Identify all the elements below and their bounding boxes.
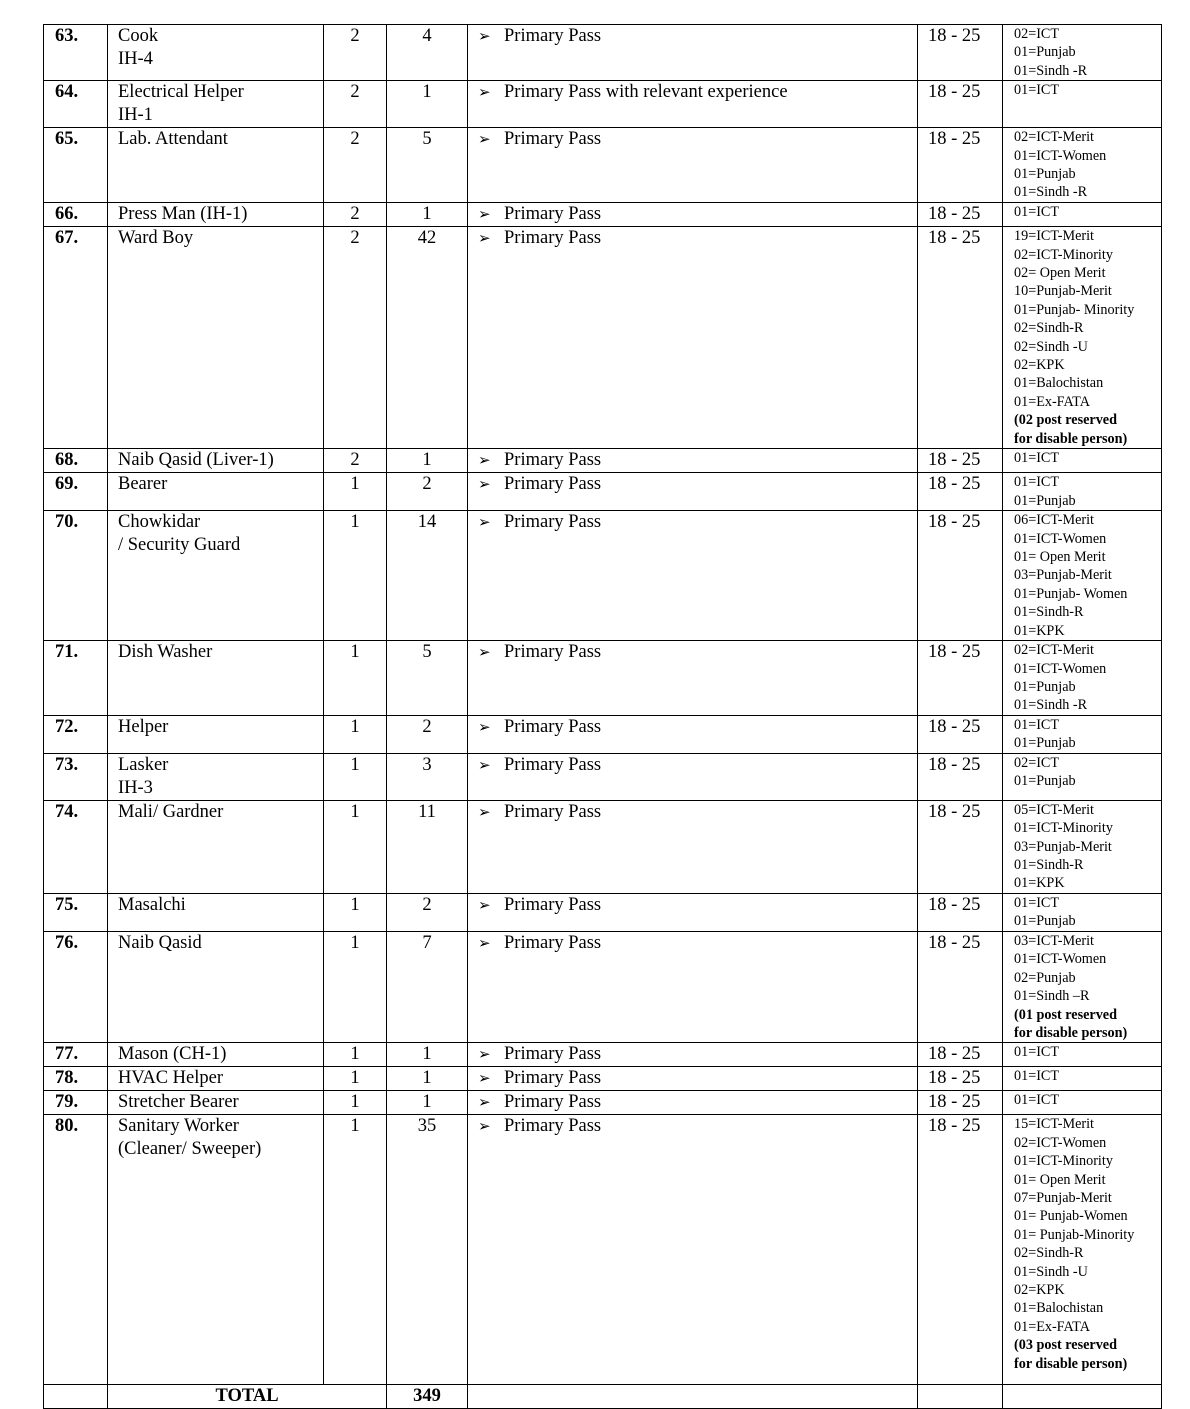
post-name: Mali/ Gardner xyxy=(108,800,324,893)
qualification-text: Primary Pass with relevant experience xyxy=(504,82,788,103)
bullet-arrow-icon: ➢ xyxy=(478,933,491,952)
post-name: Masalchi xyxy=(108,893,324,931)
qualification-cell xyxy=(468,1043,918,1067)
qualification-text: Primary Pass xyxy=(504,894,602,915)
quota-distribution: 01=ICT xyxy=(1014,204,1060,221)
table-row xyxy=(44,473,1162,511)
serial-number: 67. xyxy=(44,227,108,449)
quota-distribution: 01=ICT xyxy=(1014,82,1060,99)
bps-value: 1 xyxy=(324,1043,387,1067)
quota-cell xyxy=(1003,1043,1162,1067)
post-name: Naib Qasid xyxy=(108,931,324,1042)
total-value: 349 xyxy=(387,1385,468,1409)
posts-count: 2 xyxy=(387,715,468,753)
qualification-cell xyxy=(468,715,918,753)
qualification-cell xyxy=(468,81,918,128)
qualification-text: Primary Pass xyxy=(504,642,602,663)
quota-cell xyxy=(1003,753,1162,800)
quota-distribution: 02=ICT 01=Punjab 01=Sindh -R xyxy=(1014,26,1088,79)
bps-value: 1 xyxy=(324,511,387,641)
bps-value: 1 xyxy=(324,800,387,893)
table-row xyxy=(44,449,1162,473)
age-limit: 18 - 25 xyxy=(918,641,1003,716)
bps-value: 2 xyxy=(324,25,387,81)
quota-distribution: 02=ICT 01=Punjab xyxy=(1014,754,1076,790)
post-name: Naib Qasid (Liver-1) xyxy=(108,449,324,473)
post-name: Dish Washer xyxy=(108,641,324,716)
bullet-arrow-icon: ➢ xyxy=(478,205,491,224)
bullet-arrow-icon: ➢ xyxy=(478,802,491,821)
bps-value: 1 xyxy=(324,715,387,753)
qualification-text: Primary Pass xyxy=(504,474,602,495)
posts-count: 1 xyxy=(387,203,468,227)
table-row xyxy=(44,1043,1162,1067)
table-row xyxy=(44,1067,1162,1091)
serial-number: 65. xyxy=(44,128,108,203)
quota-cell xyxy=(1003,1115,1162,1385)
qualification-text: Primary Pass xyxy=(504,26,602,46)
bullet-arrow-icon: ➢ xyxy=(478,1069,491,1088)
reserved-note: (01 post reserved for disable person) xyxy=(1014,1006,1128,1041)
qualification-cell xyxy=(468,1115,918,1385)
bullet-arrow-icon: ➢ xyxy=(478,27,491,45)
age-limit: 18 - 25 xyxy=(918,511,1003,641)
quota-cell xyxy=(1003,81,1162,128)
posts-count: 1 xyxy=(387,81,468,128)
age-limit: 18 - 25 xyxy=(918,800,1003,893)
serial-number: 77. xyxy=(44,1043,108,1067)
quota-cell xyxy=(1003,25,1162,81)
table-row xyxy=(44,641,1162,716)
qualification-cell xyxy=(468,511,918,641)
total-quota-cell xyxy=(1003,1385,1162,1409)
serial-number: 70. xyxy=(44,511,108,641)
table-row xyxy=(44,800,1162,893)
serial-number: 76. xyxy=(44,931,108,1042)
post-name: Lab. Attendant xyxy=(108,128,324,203)
post-name: Lasker IH-3 xyxy=(108,753,324,800)
table-row xyxy=(44,25,1162,81)
posts-count: 4 xyxy=(387,25,468,81)
total-qual-cell xyxy=(468,1385,918,1409)
bullet-arrow-icon: ➢ xyxy=(478,1093,491,1112)
qualification-cell xyxy=(468,128,918,203)
qualification-text: Primary Pass xyxy=(504,228,602,249)
qualification-cell xyxy=(468,449,918,473)
bps-value: 2 xyxy=(324,449,387,473)
bps-value: 1 xyxy=(324,893,387,931)
quota-distribution: 19=ICT-Merit 02=ICT-Minority 02= Open Merit 10=Punjab-Merit 01=Punjab- Minority 02=Sindh-R 02=Sindh -U 02=KPK 01=Balochistan 01=Ex-FATA xyxy=(1014,228,1135,410)
bullet-arrow-icon: ➢ xyxy=(478,83,491,102)
bps-value: 2 xyxy=(324,227,387,449)
age-limit: 18 - 25 xyxy=(918,128,1003,203)
bullet-arrow-icon: ➢ xyxy=(478,755,491,774)
posts-count: 1 xyxy=(387,1067,468,1091)
posts-count: 5 xyxy=(387,128,468,203)
serial-number: 74. xyxy=(44,800,108,893)
quota-distribution: 06=ICT-Merit 01=ICT-Women 01= Open Merit 03=Punjab-Merit 01=Punjab- Women 01=Sindh-R 01=KPK xyxy=(1014,512,1128,639)
quota-cell xyxy=(1003,511,1162,641)
total-age-cell xyxy=(918,1385,1003,1409)
quota-distribution: 15=ICT-Merit 02=ICT-Women 01=ICT-Minority 01= Open Merit 07=Punjab-Merit 01= Punjab-Women 01= Punjab-Minority 02=Sindh-R 01=Sindh -U 02=KPK 01=Balochistan 01=Ex-FATA xyxy=(1014,1116,1135,1335)
quota-cell xyxy=(1003,1067,1162,1091)
total-sn-cell xyxy=(44,1385,108,1409)
post-name: Chowkidar / Security Guard xyxy=(108,511,324,641)
bullet-arrow-icon: ➢ xyxy=(478,895,491,914)
age-limit: 18 - 25 xyxy=(918,931,1003,1042)
qualification-text: Primary Pass xyxy=(504,1092,602,1113)
age-limit: 18 - 25 xyxy=(918,203,1003,227)
vacancy-table xyxy=(43,24,1162,1409)
quota-distribution: 01=ICT 01=Punjab xyxy=(1014,474,1076,509)
qualification-cell xyxy=(468,931,918,1042)
serial-number: 79. xyxy=(44,1091,108,1115)
quota-cell xyxy=(1003,128,1162,203)
posts-count: 11 xyxy=(387,800,468,893)
table-row xyxy=(44,1091,1162,1115)
posts-count: 1 xyxy=(387,1091,468,1115)
age-limit: 18 - 25 xyxy=(918,81,1003,128)
bullet-arrow-icon: ➢ xyxy=(478,475,491,494)
quota-distribution: 01=ICT 01=Punjab xyxy=(1014,716,1076,752)
post-name: Helper xyxy=(108,715,324,753)
table-body xyxy=(44,25,1162,1409)
quota-cell xyxy=(1003,449,1162,473)
qualification-text: Primary Pass xyxy=(504,512,602,533)
table-row xyxy=(44,511,1162,641)
table-row xyxy=(44,227,1162,449)
quota-cell xyxy=(1003,641,1162,716)
post-name: Mason (CH-1) xyxy=(108,1043,324,1067)
qualification-text: Primary Pass xyxy=(504,932,602,953)
qualification-cell xyxy=(468,203,918,227)
posts-count: 3 xyxy=(387,753,468,800)
bps-value: 1 xyxy=(324,473,387,511)
serial-number: 69. xyxy=(44,473,108,511)
age-limit: 18 - 25 xyxy=(918,753,1003,800)
quota-cell xyxy=(1003,203,1162,227)
qualification-cell xyxy=(468,25,918,81)
table-row xyxy=(44,715,1162,753)
post-name: Sanitary Worker (Cleaner/ Sweeper) xyxy=(108,1115,324,1385)
quota-cell xyxy=(1003,715,1162,753)
bullet-arrow-icon: ➢ xyxy=(478,1045,491,1064)
table-row xyxy=(44,128,1162,203)
table-row xyxy=(44,931,1162,1042)
post-name: Stretcher Bearer xyxy=(108,1091,324,1115)
qualification-cell xyxy=(468,753,918,800)
qualification-text: Primary Pass xyxy=(504,1068,602,1089)
serial-number: 71. xyxy=(44,641,108,716)
table-row xyxy=(44,81,1162,128)
reserved-note: (03 post reserved for disable person) xyxy=(1014,1337,1128,1372)
quota-distribution: 01=ICT xyxy=(1014,450,1060,467)
age-limit: 18 - 25 xyxy=(918,473,1003,511)
post-name: Cook IH-4 xyxy=(108,25,324,81)
bps-value: 1 xyxy=(324,1067,387,1091)
quota-distribution: 02=ICT-Merit 01=ICT-Women 01=Punjab 01=Sindh -R xyxy=(1014,129,1107,201)
qualification-cell xyxy=(468,641,918,716)
quota-distribution: 05=ICT-Merit 01=ICT-Minority 03=Punjab-Merit 01=Sindh-R 01=KPK xyxy=(1014,801,1113,892)
quota-cell xyxy=(1003,800,1162,893)
bps-value: 1 xyxy=(324,1115,387,1385)
qualification-cell xyxy=(468,1091,918,1115)
bullet-arrow-icon: ➢ xyxy=(478,1117,491,1136)
posts-count: 14 xyxy=(387,511,468,641)
posts-count: 1 xyxy=(387,1043,468,1067)
serial-number: 80. xyxy=(44,1115,108,1385)
posts-count: 5 xyxy=(387,641,468,716)
serial-number: 66. xyxy=(44,203,108,227)
age-limit: 18 - 25 xyxy=(918,715,1003,753)
bullet-arrow-icon: ➢ xyxy=(478,451,491,470)
quota-cell xyxy=(1003,1091,1162,1115)
qualification-text: Primary Pass xyxy=(504,1116,602,1137)
post-name: HVAC Helper xyxy=(108,1067,324,1091)
bps-value: 1 xyxy=(324,641,387,716)
serial-number: 73. xyxy=(44,753,108,800)
serial-number: 72. xyxy=(44,715,108,753)
post-name: Press Man (IH-1) xyxy=(108,203,324,227)
bps-value: 2 xyxy=(324,128,387,203)
table-row xyxy=(44,893,1162,931)
age-limit: 18 - 25 xyxy=(918,449,1003,473)
age-limit: 18 - 25 xyxy=(918,1067,1003,1091)
qualification-cell xyxy=(468,227,918,449)
quota-distribution: 03=ICT-Merit 01=ICT-Women 02=Punjab 01=Sindh –R xyxy=(1014,932,1107,1005)
total-row xyxy=(44,1385,1162,1409)
bullet-arrow-icon: ➢ xyxy=(478,229,491,248)
quota-cell xyxy=(1003,227,1162,449)
qualification-text: Primary Pass xyxy=(504,204,602,225)
qualification-cell xyxy=(468,800,918,893)
bullet-arrow-icon: ➢ xyxy=(478,717,491,736)
bps-value: 1 xyxy=(324,931,387,1042)
table-row xyxy=(44,753,1162,800)
serial-number: 68. xyxy=(44,449,108,473)
age-limit: 18 - 25 xyxy=(918,25,1003,81)
qualification-text: Primary Pass xyxy=(504,129,602,150)
qualification-text: Primary Pass xyxy=(504,801,602,822)
reserved-note: (02 post reserved for disable person) xyxy=(1014,412,1128,447)
quota-distribution: 01=ICT xyxy=(1014,1068,1060,1085)
bps-value: 2 xyxy=(324,203,387,227)
serial-number: 75. xyxy=(44,893,108,931)
table-row xyxy=(44,203,1162,227)
bps-value: 1 xyxy=(324,1091,387,1115)
qualification-text: Primary Pass xyxy=(504,450,602,471)
bullet-arrow-icon: ➢ xyxy=(478,130,491,149)
quota-distribution: 02=ICT-Merit 01=ICT-Women 01=Punjab 01=Sindh -R xyxy=(1014,642,1107,714)
posts-count: 42 xyxy=(387,227,468,449)
qualification-text: Primary Pass xyxy=(504,716,602,737)
serial-number: 63. xyxy=(44,25,108,81)
posts-count: 7 xyxy=(387,931,468,1042)
posts-count: 2 xyxy=(387,473,468,511)
quota-distribution: 01=ICT xyxy=(1014,1044,1060,1061)
post-name: Ward Boy xyxy=(108,227,324,449)
age-limit: 18 - 25 xyxy=(918,227,1003,449)
qualification-cell xyxy=(468,893,918,931)
quota-cell xyxy=(1003,893,1162,931)
qualification-cell xyxy=(468,473,918,511)
posts-count: 1 xyxy=(387,449,468,473)
quota-cell xyxy=(1003,473,1162,511)
quota-cell xyxy=(1003,931,1162,1042)
total-label: TOTAL xyxy=(108,1385,387,1409)
age-limit: 18 - 25 xyxy=(918,1091,1003,1115)
post-name: Bearer xyxy=(108,473,324,511)
posts-count: 2 xyxy=(387,893,468,931)
bps-value: 1 xyxy=(324,753,387,800)
serial-number: 78. xyxy=(44,1067,108,1091)
post-name: Electrical Helper IH-1 xyxy=(108,81,324,128)
table-row xyxy=(44,1115,1162,1385)
qualification-text: Primary Pass xyxy=(504,754,602,775)
age-limit: 18 - 25 xyxy=(918,1115,1003,1385)
posts-count: 35 xyxy=(387,1115,468,1385)
age-limit: 18 - 25 xyxy=(918,1043,1003,1067)
age-limit: 18 - 25 xyxy=(918,893,1003,931)
qualification-text: Primary Pass xyxy=(504,1044,602,1065)
bps-value: 2 xyxy=(324,81,387,128)
serial-number: 64. xyxy=(44,81,108,128)
qualification-cell xyxy=(468,1067,918,1091)
quota-distribution: 01=ICT 01=Punjab xyxy=(1014,894,1076,930)
quota-distribution: 01=ICT xyxy=(1014,1092,1060,1109)
bullet-arrow-icon: ➢ xyxy=(478,513,491,532)
bullet-arrow-icon: ➢ xyxy=(478,643,491,662)
